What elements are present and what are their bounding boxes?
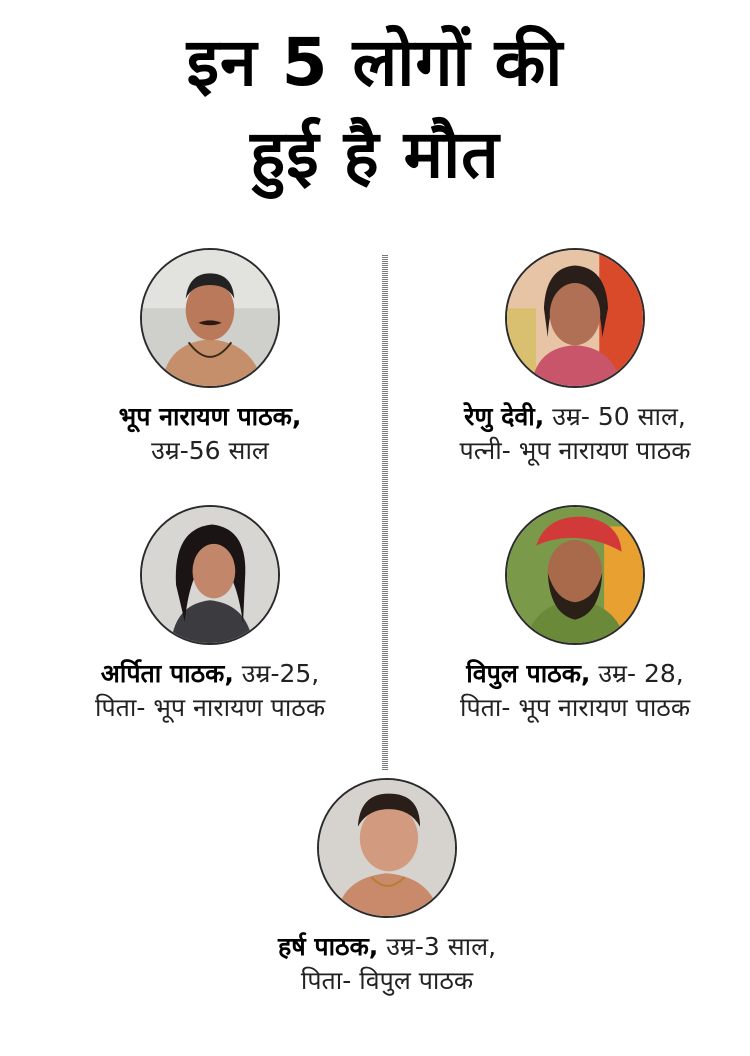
person-name: विपुल पाठक, xyxy=(466,659,591,688)
person-caption-line-2: पिता- भूप नारायण पाठक xyxy=(94,693,326,722)
portrait-photo xyxy=(140,248,280,388)
person-age: उम्र- 28, xyxy=(590,659,684,688)
person-caption-line-1 xyxy=(395,400,750,434)
person-card-bhup-narayan xyxy=(30,248,390,468)
person-caption-line-2: पत्नी- भूप नारायण पाठक xyxy=(459,436,691,465)
person-name: अर्पिता पाठक, xyxy=(100,659,234,688)
person-card-harsh xyxy=(207,778,567,998)
person-card-renu-devi xyxy=(395,248,750,468)
person-caption-line-1 xyxy=(395,657,750,691)
person-caption-line-1 xyxy=(207,930,567,964)
person-caption-line-1 xyxy=(30,400,390,434)
person-caption-line-2: पिता- भूप नारायण पाठक xyxy=(459,693,691,722)
person-age: उम्र-3 साल, xyxy=(378,932,497,961)
person-age: उम्र-25, xyxy=(233,659,320,688)
person-name: भूप नारायण पाठक, xyxy=(118,402,302,431)
headline-line-1: इन 5 लोगों की xyxy=(186,24,564,101)
portrait-photo xyxy=(140,505,280,645)
portrait-photo xyxy=(317,778,457,918)
headline-line-2: हुई है मौत xyxy=(250,116,500,193)
person-card-arpita xyxy=(30,505,390,725)
person-card-vipul xyxy=(395,505,750,725)
portrait-photo xyxy=(505,505,645,645)
person-name: रेणु देवी, xyxy=(464,402,545,431)
person-age: उम्र- 50 साल, xyxy=(544,402,686,431)
portrait-photo xyxy=(505,248,645,388)
person-name: हर्ष पाठक, xyxy=(277,932,379,961)
person-caption-line-2: उम्र-56 साल xyxy=(151,436,269,465)
person-caption-line-2: पिता- विपुल पाठक xyxy=(300,966,474,995)
person-caption-line-1 xyxy=(30,657,390,691)
